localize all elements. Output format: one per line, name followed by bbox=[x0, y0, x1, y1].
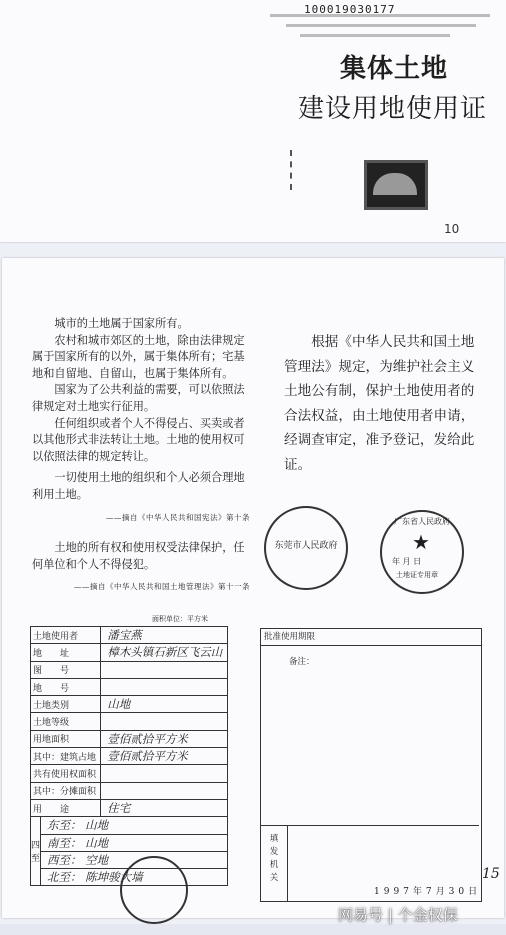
dongguan-government-seal bbox=[264, 506, 348, 590]
boundary-value: 东至： 山地 bbox=[41, 817, 228, 834]
watermark: 网易号 | 个金权保 bbox=[338, 906, 458, 924]
seal-date-text: 年 月 日 bbox=[392, 557, 422, 566]
page-number: 15 bbox=[482, 866, 500, 882]
seal-bottom-text: 土地证专用章 bbox=[396, 571, 438, 579]
row-value: 潘宝燕 bbox=[101, 627, 228, 644]
table-row bbox=[31, 765, 228, 782]
table-row bbox=[31, 748, 228, 765]
certify-statement bbox=[284, 330, 480, 477]
certificate-cover bbox=[0, 0, 506, 242]
row-label: 图 号 bbox=[31, 661, 101, 678]
cover-fold-line bbox=[290, 150, 296, 190]
table-row bbox=[31, 730, 228, 747]
seal-text: 东莞市人民政府 bbox=[274, 541, 338, 551]
law-paragraph: 农村和城市郊区的土地，除由法律规定属于国家所有的以外，属于集体所有；宅基地和自留地、自留山，也属于集体所有。 bbox=[32, 333, 245, 380]
boundary-label: 四至 bbox=[31, 817, 41, 886]
law-source: ——摘自《中华人民共和国土地管理法》第十一条 bbox=[74, 582, 250, 592]
cover-title: 集体土地 bbox=[340, 54, 449, 84]
approval-period-label: 批准使用期限 bbox=[261, 629, 481, 646]
table-row bbox=[31, 696, 228, 713]
certificate-inner-page bbox=[2, 258, 504, 918]
area-unit-note: 面积单位：平方米 bbox=[152, 615, 208, 623]
boundary-value: 北至： 陈坤骏大墙 bbox=[41, 869, 228, 886]
cover-handwritten-mark: 10 bbox=[444, 222, 460, 236]
row-value bbox=[101, 765, 228, 782]
land-info-table bbox=[30, 626, 228, 886]
seal-text: 广东省人民政府 bbox=[394, 517, 450, 526]
scan-noise bbox=[286, 24, 476, 27]
cover-subtitle: 建设用地使用证 bbox=[298, 94, 488, 124]
row-label: 用地面积 bbox=[31, 730, 101, 747]
row-label: 土地类别 bbox=[31, 696, 101, 713]
row-value bbox=[101, 782, 228, 799]
law-paragraph: 土地的所有权和使用权受法律保护，任何单位和个人不得侵犯。 bbox=[32, 541, 245, 571]
boundary-value: 南至： 山地 bbox=[41, 834, 228, 851]
law-paragraph: 城市的土地属于国家所有。 bbox=[54, 317, 189, 330]
row-value bbox=[101, 678, 228, 695]
table-row bbox=[31, 713, 228, 730]
table-row bbox=[31, 799, 228, 816]
law-paragraph: 一切使用土地的组织和个人必须合理地利用土地。 bbox=[32, 471, 245, 501]
law-paragraph: 任何组织或者个人不得侵占、买卖或者以其他形式非法转让土地。土地的使用权可以依照法律的规定转让。 bbox=[32, 416, 245, 463]
row-label: 用 途 bbox=[31, 799, 101, 816]
row-label: 其中：建筑占地 bbox=[31, 748, 101, 765]
table-row bbox=[31, 678, 228, 695]
next-page-edge bbox=[0, 924, 506, 935]
table-row bbox=[31, 627, 228, 644]
table-row bbox=[31, 644, 228, 661]
table-row bbox=[31, 782, 228, 799]
law-paragraph: 国家为了公共利益的需要，可以依照法律规定对土地实行征用。 bbox=[32, 383, 245, 413]
row-value: 山地 bbox=[101, 696, 228, 713]
remarks-label: 备注： bbox=[289, 657, 315, 667]
row-value bbox=[101, 661, 228, 678]
row-label: 共有使用权面积 bbox=[31, 765, 101, 782]
cover-serial-number: 100019030177 bbox=[304, 3, 396, 16]
row-value: 壹佰贰拾平方米 bbox=[101, 748, 228, 765]
row-label: 土地使用者 bbox=[31, 627, 101, 644]
row-value: 住宅 bbox=[101, 799, 228, 816]
row-label: 其中：分摊面积 bbox=[31, 782, 101, 799]
row-value: 壹佰贰拾平方米 bbox=[101, 730, 228, 747]
cover-emblem-image bbox=[364, 160, 428, 210]
certify-paragraph: 根据《中华人民共和国土地管理法》规定，为维护社会主义土地公有制，保护土地使用者的合法权益，由土地使用者申请，经调查审定，准予登记，发给此证。 bbox=[284, 334, 475, 473]
star-icon: ★ bbox=[412, 530, 430, 554]
issue-date: 1997年7月30日 bbox=[374, 887, 482, 897]
row-value: 樟木头镇石新区飞云山 bbox=[101, 644, 228, 661]
row-value bbox=[101, 713, 228, 730]
approval-table bbox=[260, 628, 482, 902]
row-label: 地 址 bbox=[31, 644, 101, 661]
land-bureau-seal bbox=[120, 856, 188, 924]
table-row bbox=[31, 834, 228, 851]
law-excerpt bbox=[32, 316, 250, 610]
table-row bbox=[31, 817, 228, 834]
issuing-authority-label: 填发机关 bbox=[269, 834, 279, 883]
law-source: ——摘自《中华人民共和国宪法》第十条 bbox=[106, 512, 250, 522]
row-label: 地 号 bbox=[31, 678, 101, 695]
guangdong-government-seal bbox=[380, 510, 464, 594]
scan-noise bbox=[300, 34, 450, 37]
boundary-value: 西至： 空地 bbox=[41, 851, 228, 868]
table-divider bbox=[287, 825, 288, 901]
table-row bbox=[31, 661, 228, 678]
table-divider bbox=[261, 825, 479, 826]
row-label: 土地等级 bbox=[31, 713, 101, 730]
